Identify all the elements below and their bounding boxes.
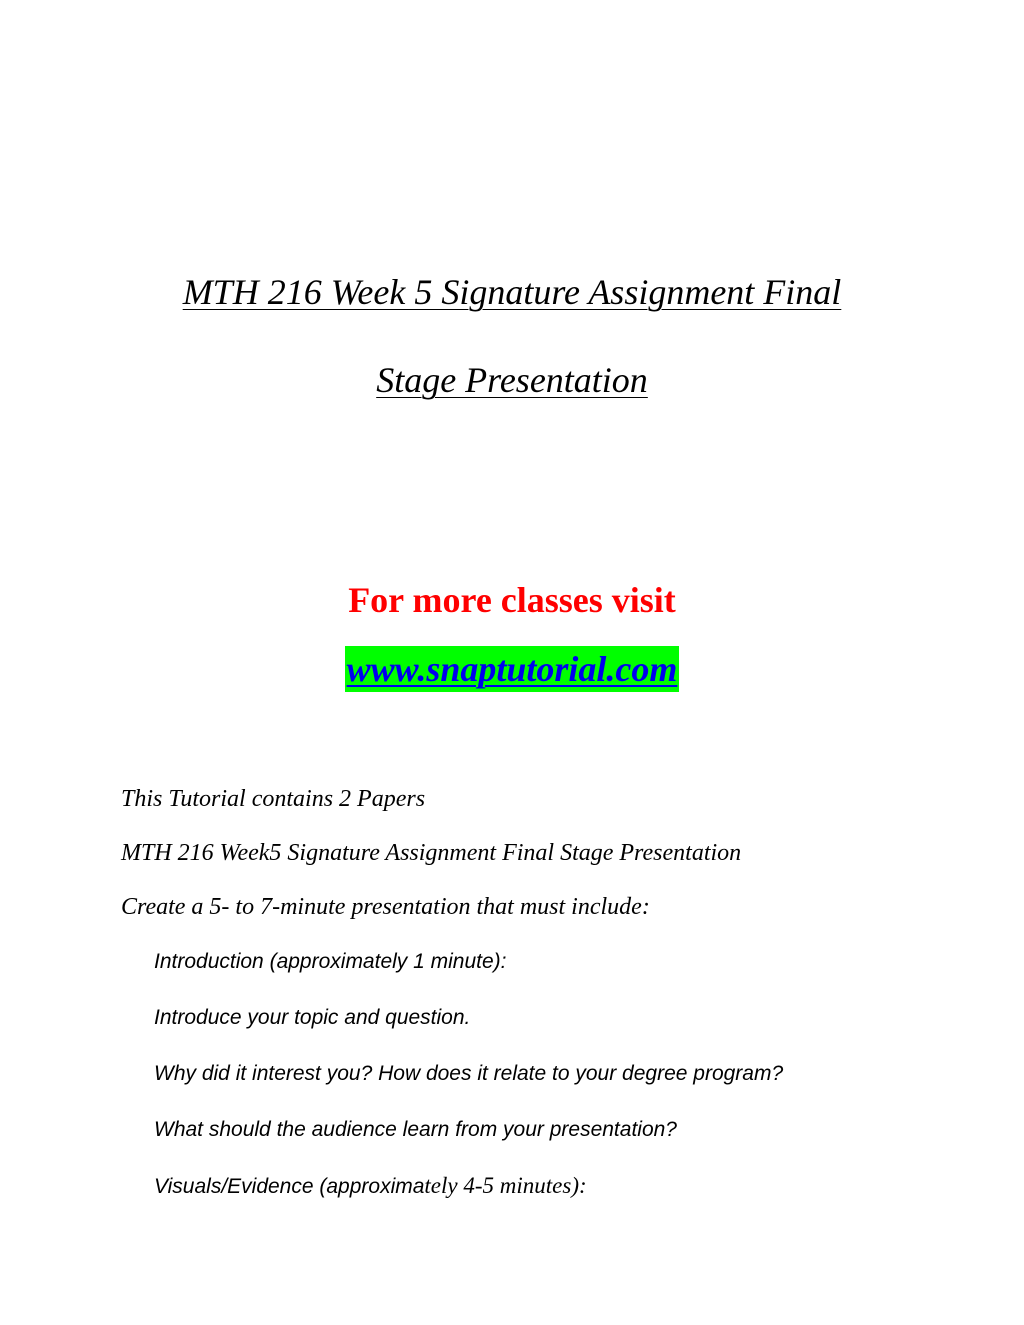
instruction-line: Create a 5- to 7-minute presentation that must include: (121, 894, 650, 920)
list-item: Introduce your topic and question. (154, 1006, 471, 1029)
list-item-text-start: Visuals/Evidence (approxima (154, 1175, 425, 1198)
page-title-continued (0, 358, 1024, 402)
list-item (154, 1172, 587, 1201)
link-container (0, 646, 1024, 692)
course-assignment-line: MTH 216 Week5 Signature Assignment Final Stage Presentation (121, 840, 742, 866)
page-title (0, 270, 1024, 314)
cta-text: For more classes visit (348, 580, 676, 620)
list-item: Why did it interest you? How does it relate to your degree program? (154, 1062, 784, 1085)
title-line-2: Stage Presentation (376, 360, 648, 400)
tutorial-contents-line: This Tutorial contains 2 Papers (121, 786, 426, 812)
title-line-1: MTH 216 Week 5 Signature Assignment Final (182, 272, 842, 312)
list-item: What should the audience learn from your presentation? (154, 1118, 677, 1141)
list-item: Introduction (approximately 1 minute): (154, 950, 507, 973)
website-link[interactable]: www.snaptutorial.com (345, 646, 680, 692)
list-item-text-end: tely 4-5 minutes): (424, 1173, 587, 1198)
